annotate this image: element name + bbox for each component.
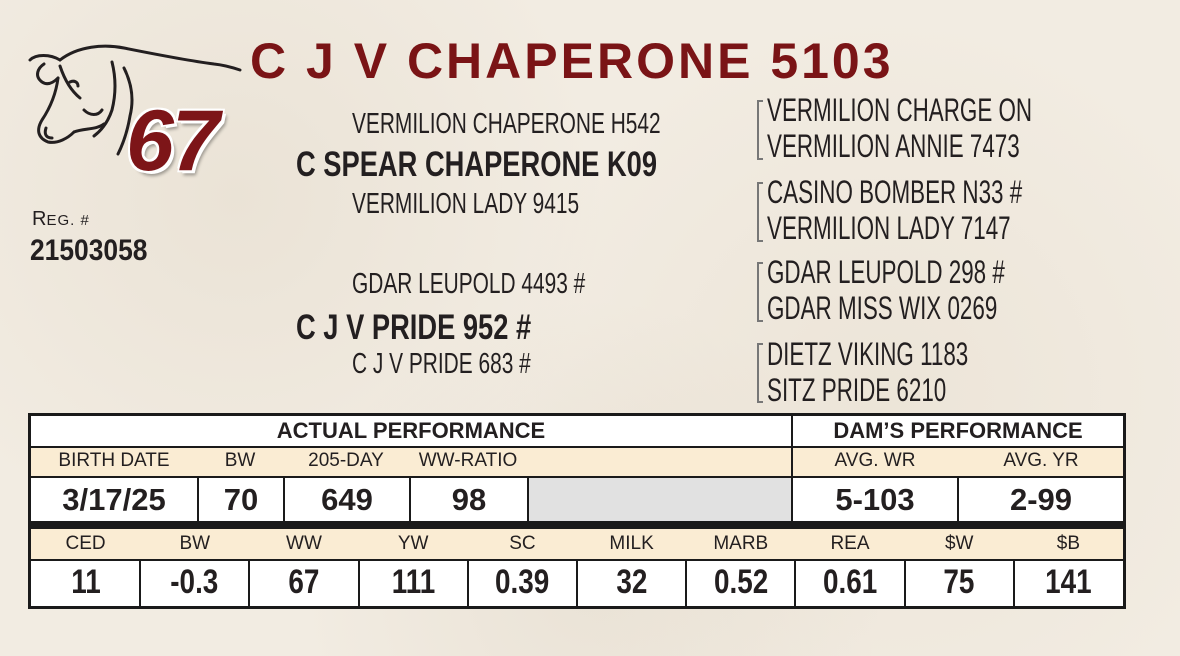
actual-performance-heading: ACTUAL PERFORMANCE bbox=[31, 416, 791, 446]
great-grandparent: CASINO BOMBER N33 # bbox=[767, 174, 1023, 210]
epd-value-text: 32 bbox=[616, 563, 648, 601]
epd-value-text: 111 bbox=[391, 563, 435, 601]
label-avg-wr: AVG. WR bbox=[834, 450, 916, 471]
divider bbox=[791, 416, 793, 521]
great-grandparent: DIETZ VIKING 1183 bbox=[767, 336, 969, 372]
sire-sire: VERMILION CHAPERONE H542 bbox=[352, 108, 661, 140]
bracket-3 bbox=[757, 262, 763, 322]
section-separator bbox=[31, 521, 1123, 529]
epd-value-ww bbox=[249, 561, 358, 604]
epd-label-ced: CED bbox=[65, 533, 106, 554]
registration-number: 21503058 bbox=[30, 234, 148, 267]
epd-value-text: 11 bbox=[70, 563, 101, 601]
epd-label-milk: MILK bbox=[609, 533, 654, 554]
dam-dam: C J V PRIDE 683 # bbox=[352, 348, 531, 380]
divider bbox=[576, 561, 578, 606]
divider bbox=[794, 561, 796, 606]
epd-value-text: 141 bbox=[1045, 563, 1092, 601]
epd-value-marb bbox=[686, 561, 795, 604]
epd-label-sc: SC bbox=[509, 533, 536, 554]
epd-label-dollar-w: $W bbox=[944, 533, 974, 554]
value-avg-wr: 5-103 bbox=[793, 478, 957, 521]
great-grandparent: VERMILION CHARGE ON bbox=[767, 92, 1033, 128]
dams-performance-heading: DAM’S PERFORMANCE bbox=[793, 416, 1123, 446]
performance-table bbox=[28, 413, 1126, 609]
epd-label-marb: MARB bbox=[713, 533, 769, 554]
label-avg-yr: AVG. YR bbox=[1003, 450, 1079, 471]
dam-sire: GDAR LEUPOLD 4493 # bbox=[352, 268, 586, 300]
epd-value-rea bbox=[795, 561, 904, 604]
epd-value-text: 0.61 bbox=[822, 563, 878, 601]
divider bbox=[467, 561, 469, 606]
epd-value-text: -0.3 bbox=[170, 563, 219, 601]
bracket-4 bbox=[757, 343, 763, 403]
value-avg-yr: 2-99 bbox=[959, 478, 1123, 521]
registration-label-initial: R bbox=[32, 208, 47, 230]
value-ww-ratio: 98 bbox=[411, 478, 527, 521]
value-birth-date: 3/17/25 bbox=[31, 478, 197, 521]
sire-dam: VERMILION LADY 9415 bbox=[352, 188, 580, 220]
bracket-2 bbox=[757, 182, 763, 242]
epd-label-yw: YW bbox=[397, 533, 429, 554]
epd-label-ww: WW bbox=[286, 533, 322, 554]
great-grandparent: VERMILION ANNIE 7473 bbox=[767, 128, 1020, 164]
epd-value-text: 0.52 bbox=[713, 563, 768, 601]
animal-name-title: C J V CHAPERONE 5103 bbox=[250, 33, 894, 89]
divider bbox=[358, 561, 360, 606]
dam: C J V PRIDE 952 # bbox=[296, 308, 532, 347]
epd-value-text: 0.39 bbox=[495, 563, 550, 601]
divider bbox=[139, 561, 141, 606]
divider bbox=[685, 561, 687, 606]
label-birth-date: BIRTH DATE bbox=[58, 450, 170, 471]
lot-number: 67 bbox=[126, 93, 218, 189]
sire: C SPEAR CHAPERONE K09 bbox=[296, 145, 658, 184]
divider bbox=[197, 478, 199, 521]
great-grandparent: VERMILION LADY 7147 bbox=[767, 210, 1011, 246]
value-bw: 70 bbox=[199, 478, 283, 521]
epd-value-yw bbox=[359, 561, 468, 604]
great-grandparent: GDAR LEUPOLD 298 # bbox=[767, 254, 1005, 290]
value-205-day: 649 bbox=[285, 478, 409, 521]
divider bbox=[409, 478, 411, 521]
empty-gray-cell bbox=[529, 478, 791, 521]
epd-value-text: 67 bbox=[288, 563, 320, 601]
registration-label bbox=[32, 208, 90, 231]
bracket-1 bbox=[757, 100, 763, 160]
epd-label-bw: BW bbox=[179, 533, 211, 554]
divider bbox=[957, 478, 959, 521]
epd-value-bw bbox=[140, 561, 249, 604]
divider bbox=[248, 561, 250, 606]
divider bbox=[1013, 561, 1015, 606]
label-bw: BW bbox=[224, 450, 256, 471]
great-grandparent: SITZ PRIDE 6210 bbox=[767, 372, 947, 408]
epd-label-dollar-b: $B bbox=[1056, 533, 1081, 554]
registration-label-rest: EG. # bbox=[46, 212, 90, 229]
epd-label-rea: REA bbox=[830, 533, 870, 554]
label-ww-ratio: WW-RATIO bbox=[418, 450, 518, 471]
divider bbox=[527, 478, 529, 521]
epd-value-sc bbox=[468, 561, 577, 604]
divider bbox=[283, 478, 285, 521]
epd-value-text: 75 bbox=[943, 563, 975, 601]
divider bbox=[904, 561, 906, 606]
epd-value-dollar-w bbox=[905, 561, 1014, 604]
epd-value-dollar-b bbox=[1014, 561, 1123, 604]
label-205-day: 205-DAY bbox=[308, 450, 384, 471]
epd-value-milk bbox=[577, 561, 686, 604]
great-grandparent: GDAR MISS WIX 0269 bbox=[767, 290, 998, 326]
epd-value-ced bbox=[31, 561, 140, 604]
